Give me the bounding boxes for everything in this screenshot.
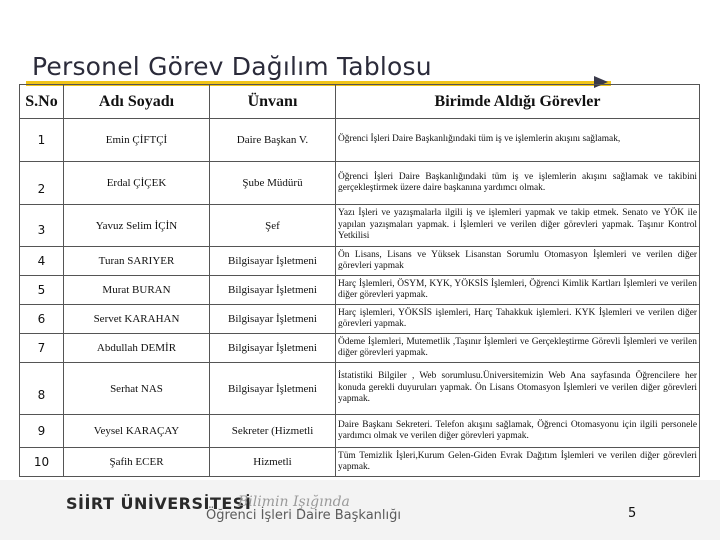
row-name: Turan SARIYER <box>64 247 210 276</box>
university-logo-text: SİİRT ÜNİVERSİTESİ <box>66 494 252 513</box>
slogan: Bilimin Işığında <box>238 494 350 510</box>
table-row <box>20 205 700 247</box>
row-title: Hizmetli <box>210 448 336 477</box>
row-tasks: Ödeme İşlemleri, Mutemetlik ,Taşınır İşlemleri ve Gerçekleştirme Görevli İşlemleri ve verilen diğer görevleri yapmak. <box>336 334 700 363</box>
row-tasks: Harç İşlemleri, ÖSYM, KYK, YÖKSİS İşlemleri, Öğrenci Kimlik Kartları İşlemleri ve verilen diğer görevleri yapmak. <box>336 276 700 305</box>
table-row <box>20 119 700 162</box>
header-name: Adı Soyadı <box>64 85 210 119</box>
table-row <box>20 305 700 334</box>
row-no: 10 <box>20 448 64 477</box>
row-title: Şef <box>210 205 336 247</box>
row-tasks: Daire Başkanı Sekreteri. Telefon akışını sağlamak, Öğrenci Otomasyonu için ilgili personele yardımcı olmak ve verilen diğer görevleri yapmak. <box>336 415 700 448</box>
table-row <box>20 334 700 363</box>
row-no: 6 <box>20 305 64 334</box>
footer-department: Öğrenci İşleri Daire Başkanlığı <box>206 508 402 523</box>
table-row <box>20 363 700 415</box>
row-no: 2 <box>20 162 64 205</box>
row-name: Abdullah DEMİR <box>64 334 210 363</box>
row-no: 8 <box>20 363 64 415</box>
table-row <box>20 247 700 276</box>
row-name: Şafih ECER <box>64 448 210 477</box>
header-tasks: Birimde Aldığı Görevler <box>336 85 700 119</box>
page-title: Personel Görev Dağılım Tablosu <box>32 52 432 81</box>
row-title: Bilgisayar İşletmeni <box>210 276 336 305</box>
row-name: Servet KARAHAN <box>64 305 210 334</box>
table-row <box>20 415 700 448</box>
row-no: 1 <box>20 119 64 162</box>
row-no: 5 <box>20 276 64 305</box>
row-tasks: Öğrenci İşleri Daire Başkanlığındaki tüm iş ve işlemlerin akışını sağlamak, <box>336 119 700 162</box>
row-title: Bilgisayar İşletmeni <box>210 305 336 334</box>
table-row <box>20 448 700 477</box>
row-name: Emin ÇİFTÇİ <box>64 119 210 162</box>
row-title: Bilgisayar İşletmeni <box>210 334 336 363</box>
page-number: 5 <box>628 506 637 521</box>
row-title: Bilgisayar İşletmeni <box>210 247 336 276</box>
header-no: S.No <box>20 85 64 119</box>
title-bar <box>26 48 611 84</box>
row-tasks: Harç işlemleri, YÖKSİS işlemleri, Harç Tahakkuk işlemleri. KYK İşlemleri ve verilen diğer görevleri yapmak. <box>336 305 700 334</box>
row-name: Murat BURAN <box>64 276 210 305</box>
row-tasks: Tüm Temizlik İşleri,Kurum Gelen-Giden Evrak Dağıtım İşlemleri ve verilen diğer görevleri yapmak. <box>336 448 700 477</box>
row-tasks: Yazı İşleri ve yazışmalarla ilgili iş ve işlemleri yapmak ve takip etmek. Senato ve YÖK ile yapılan yazışmaları yapmak. i İşlemleri ve verilen diğer görevleri yapmak. Taşınır Kontrol Yetkilisi <box>336 205 700 247</box>
row-tasks: Öğrenci İşleri Daire Başkanlığındaki tüm iş ve işlemlerin akışını sağlamak ve takibini gerçekleştirmek üzere daire başkanına yardımcı olmak. <box>336 162 700 205</box>
row-title: Bilgisayar İşletmeni <box>210 363 336 415</box>
row-title: Daire Başkan V. <box>210 119 336 162</box>
table-header-row <box>20 85 700 119</box>
row-no: 7 <box>20 334 64 363</box>
header-title: Ünvanı <box>210 85 336 119</box>
table-row <box>20 276 700 305</box>
row-name: Erdal ÇİÇEK <box>64 162 210 205</box>
row-no: 4 <box>20 247 64 276</box>
row-title: Şube Müdürü <box>210 162 336 205</box>
row-tasks: İstatistiki Bilgiler , Web sorumlusu.Üniversitemizin Web Ana sayfasında Öğrencilere her konuda gerekli duyuruları yapmak. Ön Lisans Otomasyon İşlemleri ve verilen diğer görevleri yapmak. <box>336 363 700 415</box>
staff-table <box>19 84 700 477</box>
row-tasks: Ön Lisans, Lisans ve Yüksek Lisanstan Sorumlu Otomasyon İşlemleri ve verilen diğer görevleri yapmak <box>336 247 700 276</box>
row-name: Veysel KARAÇAY <box>64 415 210 448</box>
row-name: Yavuz Selim İÇİN <box>64 205 210 247</box>
row-no: 9 <box>20 415 64 448</box>
row-name: Serhat NAS <box>64 363 210 415</box>
row-title: Sekreter (Hizmetli <box>210 415 336 448</box>
row-no: 3 <box>20 205 64 247</box>
table-row <box>20 162 700 205</box>
